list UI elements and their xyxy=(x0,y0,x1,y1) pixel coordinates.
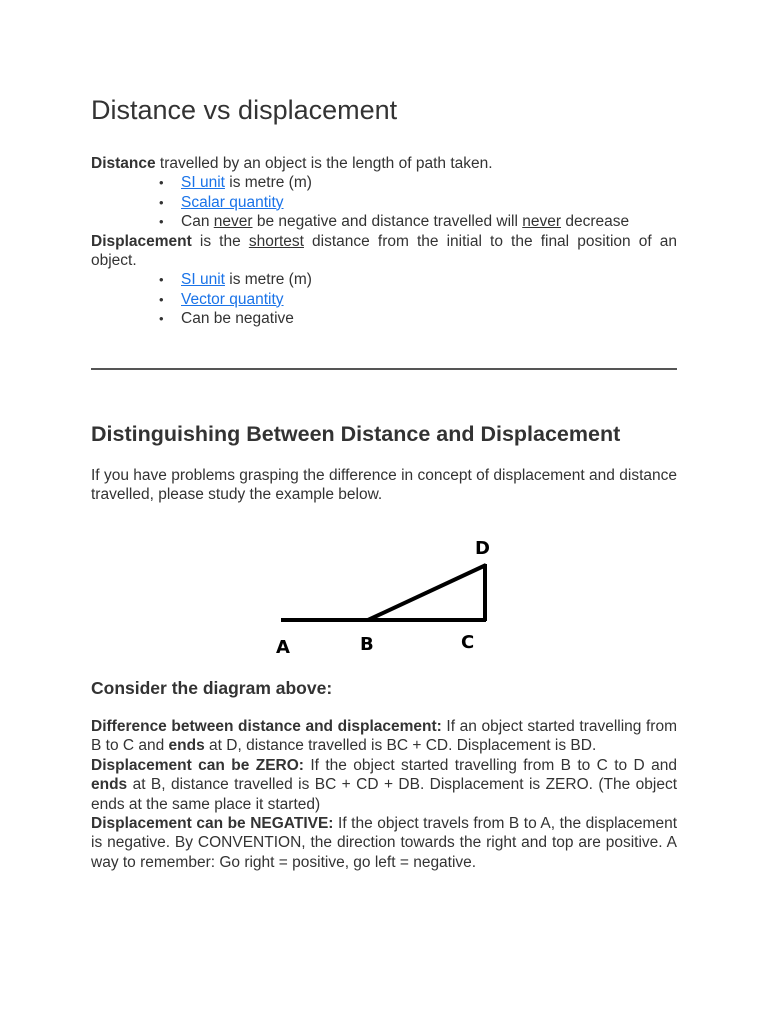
si-unit-link[interactable]: SI unit xyxy=(181,271,225,289)
displacement-term: Displacement xyxy=(91,232,192,250)
list-item xyxy=(181,193,677,212)
list-item: • SI unit is metre (m) xyxy=(181,270,677,289)
label-d: D xyxy=(475,538,490,559)
list-item: • Can never be negative and distance travelled will never decrease xyxy=(181,212,677,231)
distance-term: Distance xyxy=(91,155,156,172)
distance-diagram xyxy=(271,530,511,660)
displacement-bullets xyxy=(91,270,677,328)
segment-bd xyxy=(368,565,486,620)
list-item: • Can be negative xyxy=(181,309,677,328)
list-item: • SI unit is metre (m) xyxy=(181,173,677,192)
label-a: A xyxy=(276,637,290,658)
explanation-negative: Displacement can be NEGATIVE: If the object travels from B to A, the displacement is negative. By CONVENTION, the direction towards the right and top are positive. A way to remember: Go right = positive, go left = negative. xyxy=(91,815,678,871)
definitions-section xyxy=(91,154,677,329)
label-c: C xyxy=(461,632,475,653)
scalar-quantity-link[interactable]: Scalar quantity xyxy=(181,193,284,211)
si-unit-link[interactable]: SI unit xyxy=(181,174,225,192)
label-b: B xyxy=(360,634,374,655)
displacement-definition: Displacement is the shortest distance from the initial to the final position of an object. xyxy=(91,232,677,270)
explanation-section xyxy=(91,717,677,872)
distance-bullets xyxy=(91,173,677,231)
intro-paragraph: If you have problems grasping the difference in concept of displacement and distance travelled, please study the example below. xyxy=(91,467,677,504)
list-item xyxy=(181,290,677,309)
consider-heading: Consider the diagram above: xyxy=(91,678,333,698)
vector-quantity-link[interactable]: Vector quantity xyxy=(181,290,284,308)
explanation-zero: Displacement can be ZERO: If the object started travelling from B to C to D and ends at B, distance travelled is BC + CD + DB. Displacement is ZERO. (The object ends at the same place it started) xyxy=(91,756,677,813)
explanation-difference: Difference between distance and displacement: If an object started travelling from B to C and ends at D, distance travelled is BC + CD. Displacement is BD. xyxy=(91,718,677,755)
page-title: Distance vs displacement xyxy=(91,95,398,125)
section-heading: Distinguishing Between Distance and Displacement xyxy=(91,422,621,446)
distance-definition: Distance travelled by an object is the length of path taken. xyxy=(91,155,493,172)
section-divider xyxy=(91,368,677,370)
